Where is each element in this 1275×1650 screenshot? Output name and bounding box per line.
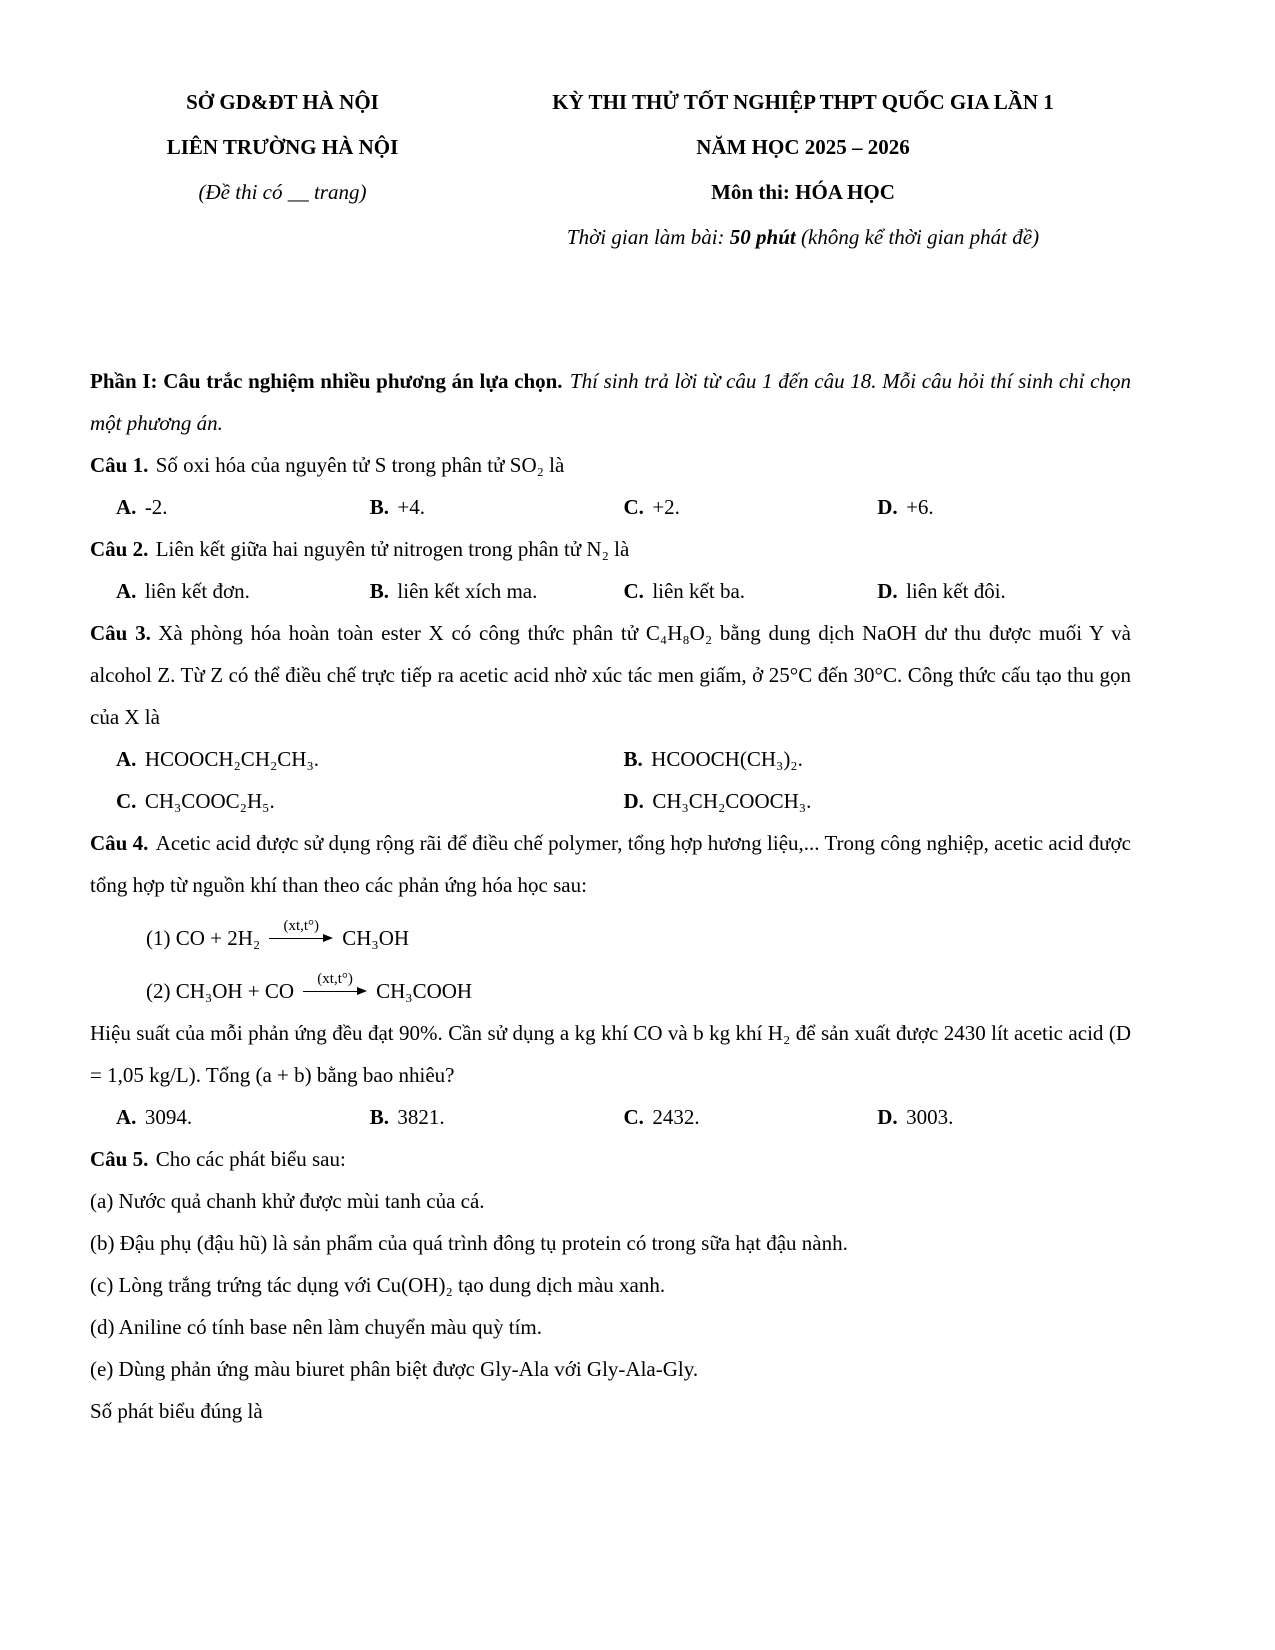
reaction-equation-2 <box>90 970 1131 1012</box>
statement-e: (e) Dùng phản ứng màu biuret phân biệt được Gly-Ala với Gly-Ala-Gly. <box>90 1357 699 1381</box>
page-count-note: (Đề thi có __ trang) <box>198 180 367 204</box>
header-left-block <box>90 80 475 215</box>
option-4b <box>370 1096 624 1138</box>
reaction-products: CH₃COOH <box>376 979 473 1003</box>
option-2c <box>624 570 878 612</box>
option-letter: A. <box>116 495 137 519</box>
exam-title: KỲ THI THỬ TỐT NGHIỆP THPT QUỐC GIA LẦN 1 <box>552 90 1054 114</box>
statement-b: (b) Đậu phụ (đậu hũ) là sản phẩm của quá trình đông tụ protein có trong sữa hạt đậu nành. <box>90 1231 848 1255</box>
option-letter: D. <box>877 579 898 603</box>
duration-value: 50 phút <box>729 225 796 249</box>
question-label: Câu 2. <box>90 537 149 561</box>
option-text: +6. <box>906 495 934 519</box>
option-letter: D. <box>877 1105 898 1129</box>
option-text: HCOOCH₂CH₂CH₃. <box>144 747 320 771</box>
option-text: CH₃COOC₂H₅. <box>144 789 275 813</box>
duration-prefix: Thời gian làm bài: <box>566 225 730 249</box>
option-text: 3094. <box>144 1105 193 1129</box>
question-5-stem <box>90 1138 1131 1180</box>
option-letter: B. <box>369 1105 390 1129</box>
option-text: liên kết xích ma. <box>397 579 538 603</box>
statement-d: (d) Aniline có tính base nên làm chuyển màu quỳ tím. <box>90 1315 542 1339</box>
option-3d <box>624 780 1132 822</box>
issuing-department: SỞ GD&ĐT HÀ NỘI <box>186 90 379 114</box>
question-text: Acetic acid được sử dụng rộng rãi để điều chế polymer, tổng hợp hương liệu,... Trong công nghiệp, acetic acid được tổng hợp từ nguồn khí than theo các phản ứng hóa học sau: <box>90 831 1131 897</box>
reaction-reactants: (1) CO + 2H₂ <box>146 926 261 950</box>
option-text: 2432. <box>652 1105 700 1129</box>
option-1b <box>370 486 624 528</box>
school-cluster: LIÊN TRƯỜNG HÀ NỘI <box>166 135 399 159</box>
statement-a: (a) Nước quả chanh khử được mùi tanh của cá. <box>90 1189 485 1213</box>
option-text: +4. <box>397 495 425 519</box>
question-label: Câu 1. <box>90 453 149 477</box>
option-letter: B. <box>369 495 390 519</box>
question-5-statements <box>90 1180 1131 1390</box>
reaction-reactants: (2) CH₃OH + CO <box>146 979 295 1003</box>
reaction-products: CH₃OH <box>342 926 410 950</box>
question-3-stem <box>90 612 1131 738</box>
subject-line: Môn thi: HÓA HỌC <box>711 180 895 204</box>
reaction-equation-1 <box>90 917 1131 959</box>
exam-header <box>90 80 1131 260</box>
option-letter: B. <box>369 579 390 603</box>
option-text: 3003. <box>906 1105 954 1129</box>
statement-c: (c) Lòng trắng trứng tác dụng với Cu(OH)₂ tạo dung dịch màu xanh. <box>90 1273 666 1297</box>
question-2-options <box>90 570 1131 612</box>
option-4a <box>116 1096 370 1138</box>
reaction-arrow-icon <box>269 918 333 945</box>
option-letter: B. <box>623 747 643 771</box>
header-right-block <box>475 80 1131 260</box>
question-4-stem <box>90 822 1131 906</box>
option-4c <box>624 1096 878 1138</box>
option-3b <box>624 738 1132 780</box>
option-text: liên kết đôi. <box>906 579 1006 603</box>
option-2a <box>116 570 370 612</box>
part-1-heading <box>90 360 1131 444</box>
exam-body <box>90 360 1131 1432</box>
question-5-closing: Số phát biểu đúng là <box>90 1399 263 1423</box>
option-letter: D. <box>623 789 644 813</box>
option-1a <box>116 486 370 528</box>
option-3a <box>116 738 624 780</box>
option-text: HCOOCH(CH₃)₂. <box>651 747 803 771</box>
option-letter: A. <box>116 747 137 771</box>
question-text: Xà phòng hóa hoàn toàn ester X có công thức phân tử C₄H₈O₂ bằng dung dịch NaOH dư thu được muối Y và alcohol Z. Từ Z có thể điều chế trực tiếp ra acetic acid nhờ xúc tác men giấm, ở 25°C đến 30°C. Công thức cấu tạo thu gọn của X là <box>90 621 1131 729</box>
option-3c <box>116 780 624 822</box>
option-letter: C. <box>623 579 644 603</box>
option-letter: A. <box>116 1105 137 1129</box>
option-text: liên kết đơn. <box>144 579 250 603</box>
question-label: Câu 4. <box>90 831 149 855</box>
question-4-continuation: Hiệu suất của mỗi phản ứng đều đạt 90%. Cần sử dụng a kg khí CO và b kg khí H₂ để sản xuất được 2430 lít acetic acid (D = 1,05 kg/L). Tổng (a + b) bằng bao nhiêu? <box>90 1021 1131 1087</box>
question-label: Câu 5. <box>90 1147 149 1171</box>
option-2d <box>877 570 1131 612</box>
question-1-options <box>90 486 1131 528</box>
option-letter: C. <box>623 495 644 519</box>
option-text: CH₃CH₂COOCH₃. <box>652 789 812 813</box>
option-text: -2. <box>144 495 168 519</box>
question-text: Cho các phát biểu sau: <box>155 1147 346 1171</box>
option-text: +2. <box>652 495 680 519</box>
question-1-stem <box>90 444 1131 486</box>
reaction-condition: (xt,t°) <box>317 971 353 987</box>
option-4d <box>877 1096 1131 1138</box>
option-text: 3821. <box>397 1105 445 1129</box>
option-text: liên kết ba. <box>652 579 746 603</box>
question-2-stem <box>90 528 1131 570</box>
option-letter: C. <box>623 1105 644 1129</box>
question-text: Số oxi hóa của nguyên tử S trong phân tử SO₂ là <box>155 453 565 477</box>
question-label: Câu 3. <box>90 621 151 645</box>
option-1c <box>624 486 878 528</box>
option-2b <box>370 570 624 612</box>
question-3-options <box>90 738 1131 822</box>
question-4-options <box>90 1096 1131 1138</box>
duration-suffix: (không kể thời gian phát đề) <box>795 225 1040 249</box>
option-letter: D. <box>877 495 898 519</box>
reaction-condition: (xt,t°) <box>283 918 320 934</box>
part-1-title: Phần I: Câu trắc nghiệm nhiều phương án lựa chọn. <box>90 369 563 393</box>
duration-line <box>475 215 1131 260</box>
part-1-instructions: Thí sinh trả lời từ câu 1 đến câu 18. Mỗi câu hỏi thí sinh chỉ chọn một phương án. <box>90 369 1131 435</box>
option-1d <box>877 486 1131 528</box>
option-letter: A. <box>116 579 137 603</box>
question-text: Liên kết giữa hai nguyên tử nitrogen trong phân tử N₂ là <box>155 537 630 561</box>
reaction-arrow-icon <box>303 971 367 998</box>
academic-year: NĂM HỌC 2025 – 2026 <box>696 135 910 159</box>
option-letter: C. <box>116 789 137 813</box>
